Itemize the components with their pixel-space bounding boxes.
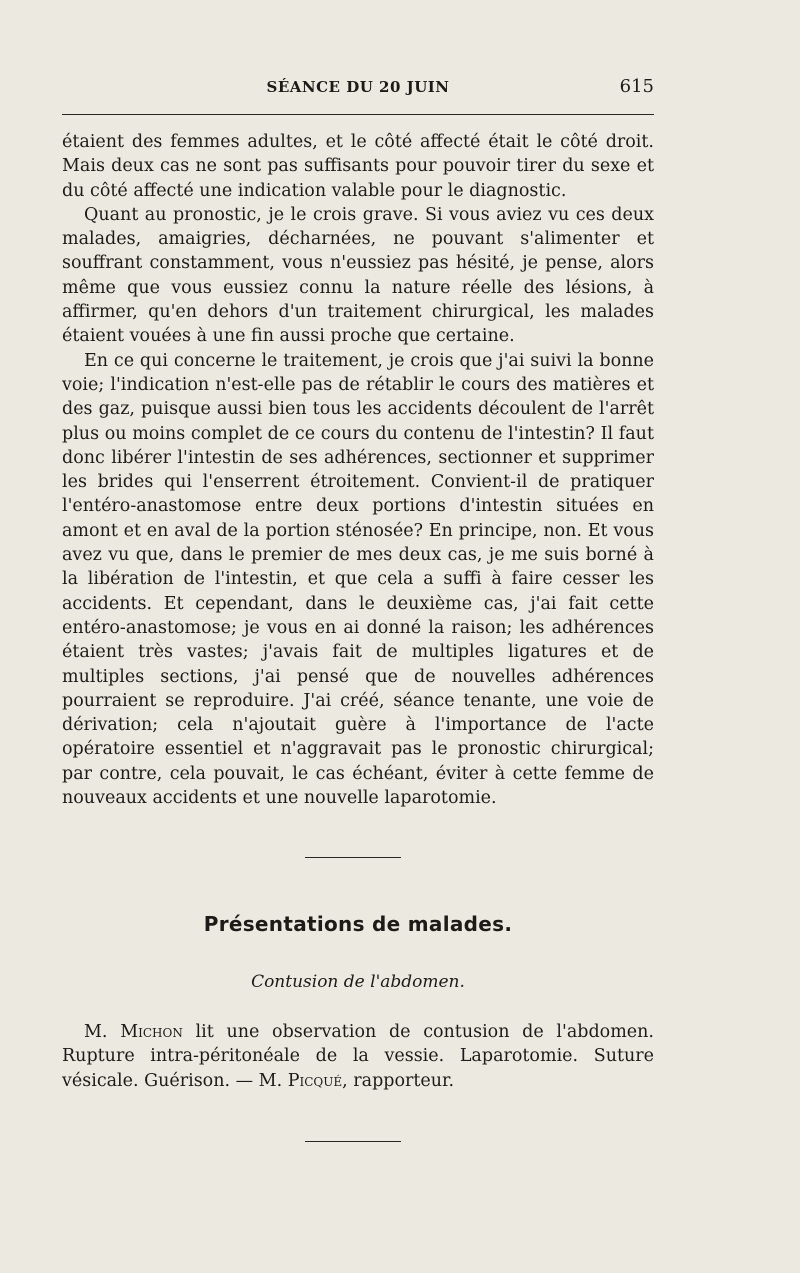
report-rapporteur: Picqué bbox=[287, 1070, 343, 1091]
body-text bbox=[62, 130, 654, 810]
section-heading: Présentations de malades. bbox=[203, 912, 513, 936]
section-divider-bottom bbox=[305, 1141, 401, 1142]
running-header bbox=[62, 78, 654, 100]
report-text: lit une observation de contusion de l'abdomen. Rupture intra-péritonéale de la vessie. Laparotomie. Suture vésicale. Guérison. — M. bbox=[62, 1022, 654, 1091]
section-divider-top bbox=[305, 857, 401, 858]
report-end: , rapporteur. bbox=[342, 1070, 455, 1091]
running-title: SÉANCE DU 20 JUIN bbox=[266, 78, 450, 96]
case-report-paragraph bbox=[62, 1020, 654, 1093]
report-author: Michon bbox=[120, 1022, 183, 1042]
paragraph-3: En ce qui concerne le traitement, je crois que j'ai suivi la bonne voie; l'indication n'est-elle pas de rétablir le cours des matières et des gaz, puisque aussi bien tous les accidents découlent de l'arrêt plus ou moins complet de ce cours du contenu de l'intestin? Il faut donc libérer l'intestin de ses adhérences, sectionner et supprimer les brides qui l'enserrent étroitement. Convient-il de pratiquer l'entéro-anastomose entre deux portions d'intestin situées en amont et en aval de la portion sténosée? En principe, non. Et vous avez vu que, dans le premier de mes deux cas, je me suis borné à la libération de l'intestin, et que cela a suffi à faire cesser les accidents. Et cependant, dans le deuxième cas, j'ai fait cette entéro-anastomose; je vous en ai donné la raison; les adhérences étaient très vastes; j'avais fait de multiples ligatures et de multiples sections, j'ai pensé que de nouvelles adhérences pourraient se reproduire. J'ai créé, séance tenante, une voie de dérivation; cela n'ajoutait guère à l'importance de l'acte opératoire essentiel et n'aggravait pas le pronostic chirurgical; par contre, cela pouvait, le cas échéant, éviter à cette femme de nouveaux accidents et une nouvelle laparotomie. bbox=[62, 350, 654, 809]
page-number: 615 bbox=[619, 76, 654, 97]
paragraph-1: étaient des femmes adultes, et le côté affecté était le côté droit. Mais deux cas ne sont pas suffisants pour pouvoir tirer du sexe et du côté affecté une indication valable pour le diagnostic. bbox=[62, 132, 654, 201]
report-intro: M. bbox=[84, 1022, 121, 1042]
case-title: Contusion de l'abdomen. bbox=[251, 972, 465, 992]
case-report bbox=[62, 1020, 654, 1093]
header-rule bbox=[62, 114, 654, 115]
paragraph-2: Quant au pronostic, je le crois grave. Si vous aviez vu ces deux malades, amaigries, décharnées, ne pouvant s'alimenter et souffrant constamment, vous n'eussiez pas hésité, je pense, alors même que vous eussiez connu la nature réelle des lésions, à affirmer, qu'en dehors d'un traitement chirurgical, les malades étaient vouées à une fin aussi proche que certaine. bbox=[62, 204, 654, 347]
